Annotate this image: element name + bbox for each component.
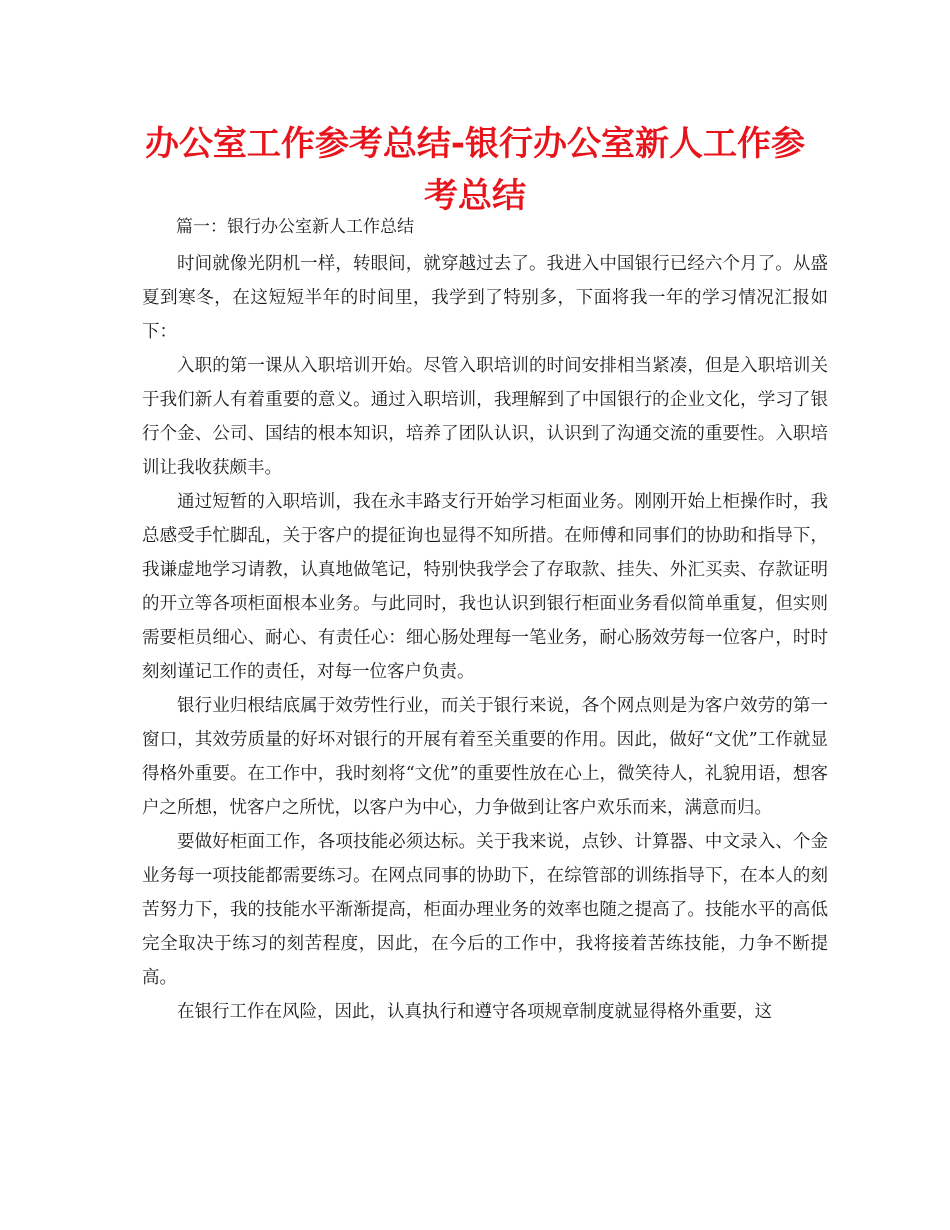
paragraph: 通过短暂的入职培训，我在永丰路支行开始学习柜面业务。刚刚开始上柜操作时，我总感受手忙脚乱，关于客户的提征询也显得不知所措。在师傅和同事们的协助和指导下，我谦虚地学习请教，认真地做笔记，特别快我学会了存取款、挂失、外汇买卖、存款证明的开立等各项柜面根本业务。与此同时，我也认识到银行柜面业务看似简单重复，但实则需要柜员细心、耐心、有责任心：细心肠处理每一笔业务，耐心肠效劳每一位客户，时时刻刻谨记工作的责任，对每一位客户负责。 bbox=[142, 492, 828, 682]
paragraph: 要做好柜面工作，各项技能必须达标。关于我来说，点钞、计算器、中文录入、个金业务每一项技能都需要练习。在网点同事的协助下，在综管部的训练指导下，在本人的刻苦努力下，我的技能水平渐渐提高，柜面办理业务的效率也随之提高了。技能水平的高低完全取决于练习的刻苦程度，因此，在今后的工作中，我将接着苦练技能，力争不断提高。 bbox=[142, 832, 828, 988]
paragraph: 时间就像光阴机一样，转眼间，就穿越过去了。我进入中国银行已经六个月了。从盛夏到寒冬，在这短短半年的时间里，我学到了特别多，下面将我一年的学习情况汇报如下： bbox=[142, 254, 828, 342]
paragraph: 银行业归根结底属于效劳性行业，而关于银行来说，各个网点则是为客户效劳的第一窗口，其效劳质量的好坏对银行的开展有着至关重要的作用。因此，做好“文优”工作就显得格外重要。在工作中，我时刻将“文优”的重要性放在心上，微笑待人，礼貌用语，想客户之所想，忧客户之所忧，以客户为中心，力争做到让客户欢乐而来，满意而归。 bbox=[142, 696, 828, 818]
paragraph: 入职的第一课从入职培训开始。尽管入职培训的时间安排相当紧凑，但是入职培训关于我们新人有着重要的意义。通过入职培训，我理解到了中国银行的企业文化，学习了银行个金、公司、国结的根本知识，培养了团队认识，认识到了沟通交流的重要性。入职培训让我收获颇丰。 bbox=[142, 356, 828, 478]
document-body bbox=[142, 247, 828, 1029]
paragraph: 在银行工作在风险，因此，认真执行和遵守各项规章制度就显得格外重要，这 bbox=[177, 1002, 772, 1022]
document-title: 办公室工作参考总结-银行办公室新人工作参考总结 bbox=[144, 124, 806, 216]
section-heading: 篇一：银行办公室新人工作总结 bbox=[176, 217, 414, 237]
